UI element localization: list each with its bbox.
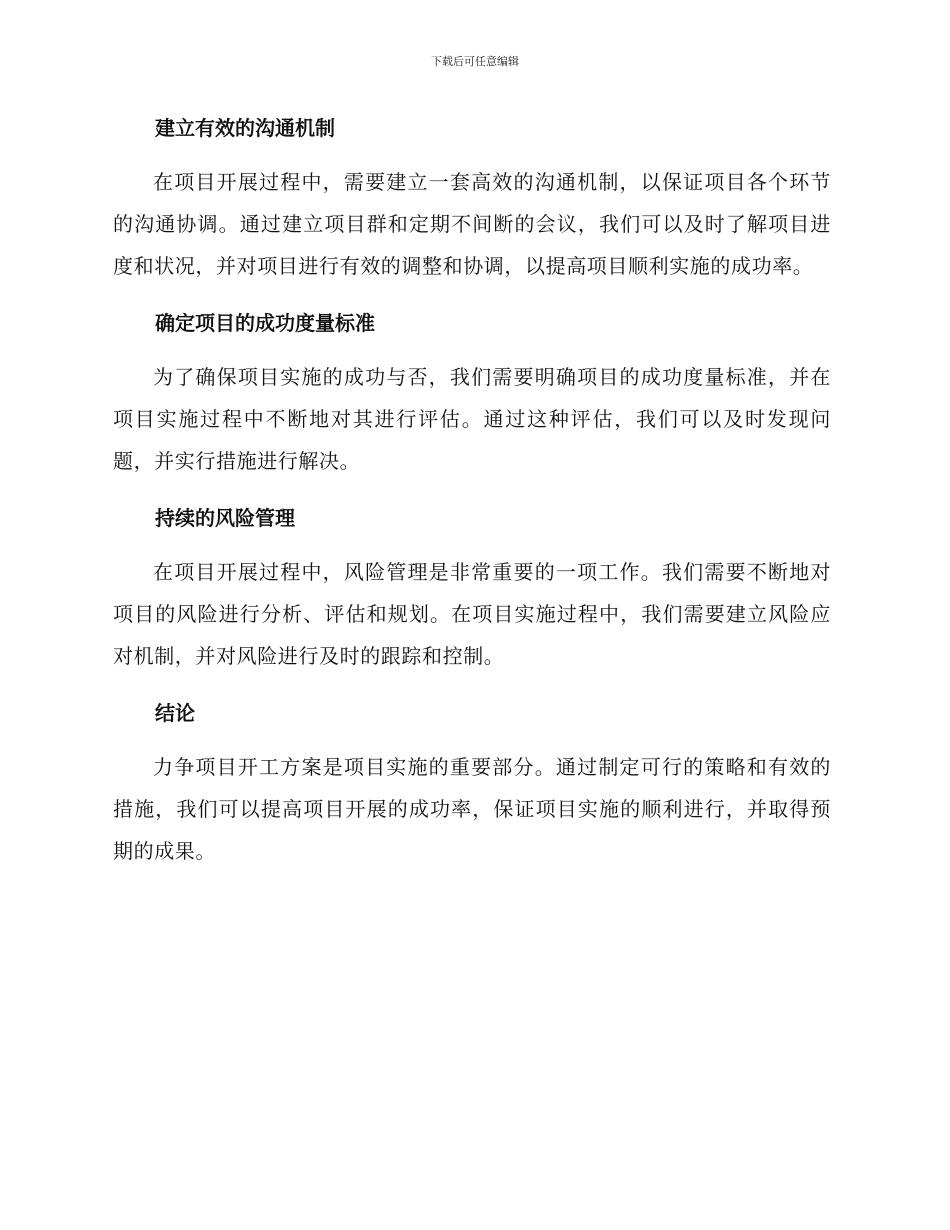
section-heading-success-metrics: 确定项目的成功度量标准	[155, 311, 375, 335]
section-heading-risk-management: 持续的风险管理	[155, 506, 295, 530]
section-heading-conclusion: 结论	[155, 701, 195, 725]
section-heading-communication: 建立有效的沟通机制	[155, 116, 335, 140]
section-paragraph-success-metrics: 为了确保项目实施的成功与否，我们需要明确项目的成功度量标准，并在项目实施过程中不断地对其进行评估。通过这种评估，我们可以及时发现问题，并实行措施进行解决。	[113, 365, 831, 473]
document-body	[113, 108, 831, 872]
page-header-note: 下载后可任意编辑	[431, 55, 519, 68]
section-paragraph-communication: 在项目开展过程中，需要建立一套高效的沟通机制，以保证项目各个环节的沟通协调。通过建立项目群和定期不间断的会议，我们可以及时了解项目进度和状况，并对项目进行有效的调整和协调，以提高项目顺利实施的成功率。	[113, 170, 831, 278]
section-paragraph-risk-management: 在项目开展过程中，风险管理是非常重要的一项工作。我们需要不断地对项目的风险进行分析、评估和规划。在项目实施过程中，我们需要建立风险应对机制，并对风险进行及时的跟踪和控制。	[113, 560, 831, 668]
section-paragraph-conclusion: 力争项目开工方案是项目实施的重要部分。通过制定可行的策略和有效的措施，我们可以提高项目开展的成功率，保证项目实施的顺利进行，并取得预期的成果。	[113, 755, 831, 863]
